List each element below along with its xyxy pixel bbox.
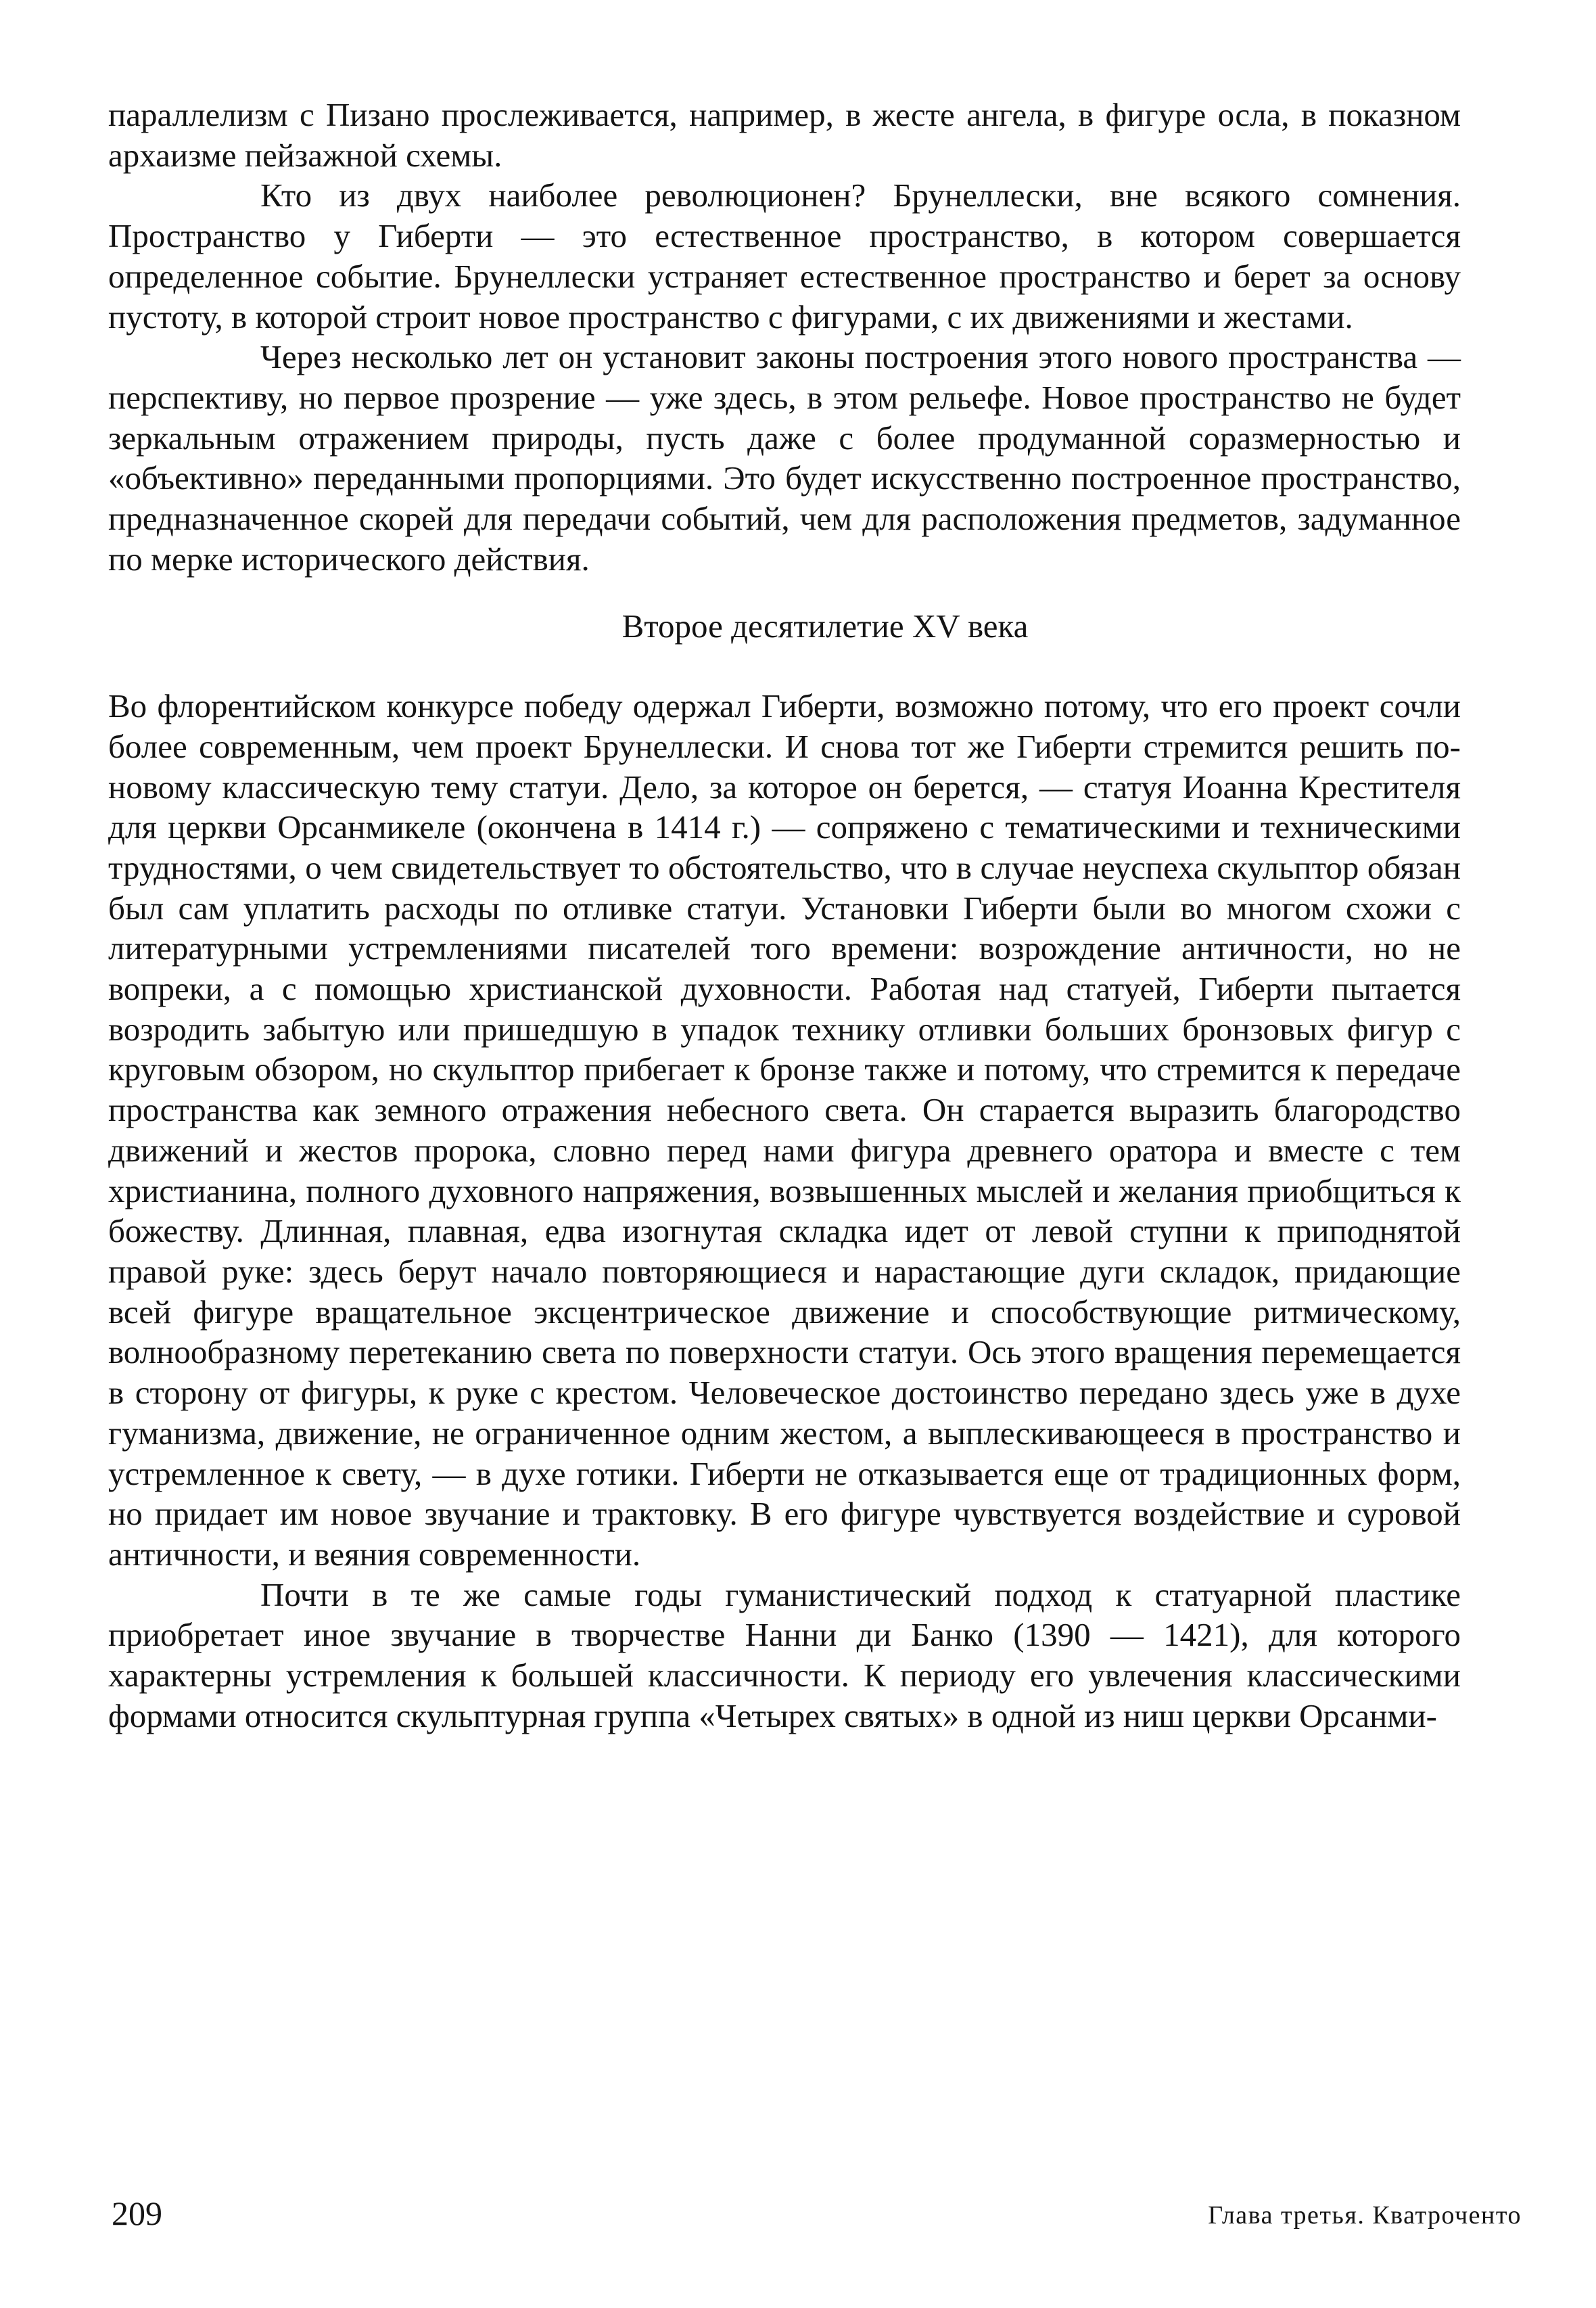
running-title: Глава третья. Кватроченто (1208, 2201, 1522, 2230)
paragraph-5: Почти в те же самые годы гуманистический подход к статуарной пластике приобретает иное звучание в творчестве Нанни ди Банко (1390 — 1421), для которого характерны устремления к большей классичности. К периоду его увлечения классическими формами относится скульптурная группа «Четырех святых» в одной из ниш церкви Орсанми- (108, 1575, 1461, 1734)
paragraph-1: параллелизм с Пизано прослеживается, например, в жесте ангела, в фигуре осла, в показном архаизме пейзажной схемы. (108, 96, 1461, 174)
page-number: 209 (112, 2194, 162, 2232)
section-heading (108, 606, 1461, 647)
section-heading-text: Второе десятилетие XV века (621, 607, 1029, 645)
page-body (108, 95, 1461, 1736)
paragraph-4: Во флорентийском конкурсе победу одержал Гиберти, возможно потому, что его проект сочли более современным, чем проект Брунеллески. И снова тот же Гиберти стремится решить по-новому классическую тему статуи. Дело, за которое он берется, — статуя Иоанна Крестителя для церкви Орсанмикеле (окончена в 1414 г.) — сопряжено с тематическими и техническими трудностями, о чем свидетельствует то обстоятельство, что в случае неуспеха скульптор обязан был сам уплатить расходы по отливке статуи. Установки Гиберти были во многом схожи с литературными устремлениями писателей того времени: возрождение античности, но не вопреки, а с помощью христианской духовности. Работая над статуей, Гиберти пытается возродить забытую или пришедшую в упадок технику отливки больших бронзовых фигур с круговым обзором, но скульптор прибегает к бронзе также и потому, что стремится к передаче пространства как земного отражения небесного света. Он старается выразить благородство движений и жестов пророка, словно перед нами фигура древнего оратора и вместе с тем христианина, полного духовного напряжения, возвышенных мыслей и желания приобщиться к божеству. Длинная, плавная, едва изогнутая складка идет от левой ступни к приподнятой правой руке: здесь берут начало повторяющиеся и нарастающие дуги складок, придающие всей фигуре вращательное эксцентрическое движение и способствующие ритмическому, волнообразному перетеканию света по поверхности статуи. Ось этого вращения перемещается в сторону от фигуры, к руке с крестом. Человеческое достоинство передано здесь уже в духе гуманизма, движение, не ограниченное одним жестом, а выплескивающееся в пространство и устремленное к свету, — в духе готики. Гиберти не отказывается еще от традиционных форм, но придает им новое звучание и трактовку. В его фигуре чувствуется воздействие и суровой античности, и веяния современности. (108, 687, 1461, 1573)
paragraph-3: Через несколько лет он установит законы построения этого нового пространства — перспективу, но первое прозрение — уже здесь, в этом рельефе. Новое пространство не будет зеркальным отражением природы, пусть даже с более продуманной соразмерностью и «объективно» переданными пропорциями. Это будет искусственно построенное пространство, предназначенное скорей для передачи событий, чем для расположения предметов, задуманное по мерке исторического действия. (108, 338, 1461, 578)
paragraph-2: Кто из двух наиболее революционен? Брунеллески, вне всякого сомнения. Пространство у Гиберти — это естественное пространство, в котором совершается определенное событие. Брунеллески устраняет естественное пространство и берет за основу пустоту, в которой строит новое пространство с фигурами, с их движениями и жестами. (108, 177, 1461, 336)
